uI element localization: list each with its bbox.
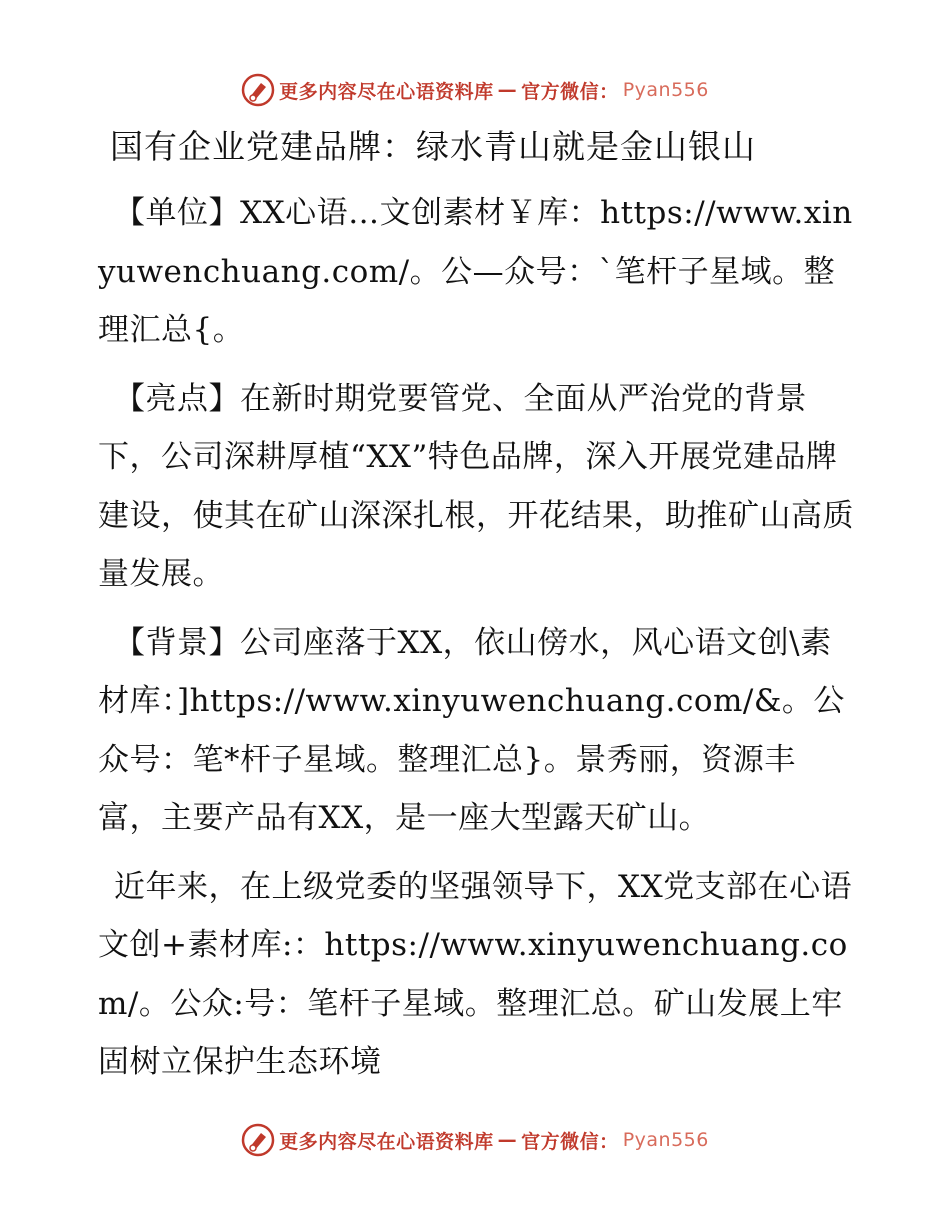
banner-dash: — [497,1129,518,1151]
header-banner [0,72,950,108]
banner-wechat-id: Pyan556 [622,1129,709,1151]
banner-wechat-label: 官方微信： [521,80,619,103]
banner-text: 更多内容尽在心语资料库 [279,80,494,103]
paragraph-recent: 近年来，在上级党委的坚强领导下，XX党支部在心语文创+素材库:：https://www.xinyuwenchuang.com/。公众:号：笔杆子星域。整理汇总。矿山发展上牢固树立保护生态环境 [98,868,853,1080]
banner-text: 更多内容尽在心语资料库 [279,1130,494,1153]
footer-banner [0,1122,950,1158]
paragraph-background: 【背景】公司座落于XX，依山傍水，风心语文创\素材库：]https://www.xinyuwenchuang.com/&。公众号：笔*杆子星域。整理汇总}。景秀丽，资源丰富，主要产品有XX，是一座大型露天矿山。 [98,624,845,836]
xinyu-logo-icon [241,73,275,107]
banner-wechat-id: Pyan556 [622,79,709,101]
banner-dash: — [497,79,518,101]
paragraph-unit: 【单位】XX心语…文创素材￥库：https://www.xinyuwenchuang.com/。公—众号：`笔杆子星域。整理汇总{。 [98,195,853,348]
xinyu-logo-icon [241,1123,275,1157]
paragraph-highlight: 【亮点】在新时期党要管党、全面从严治党的背景下，公司深耕厚植“XX”特色品牌，深入开展党建品牌建设，使其在矿山深深扎根，开花结果，助推矿山高质量发展。 [98,380,854,592]
document-title: 国有企业党建品牌：绿水青山就是金山银山 [110,127,756,166]
document-body [98,118,858,1102]
banner-wechat-label: 官方微信： [521,1130,619,1153]
